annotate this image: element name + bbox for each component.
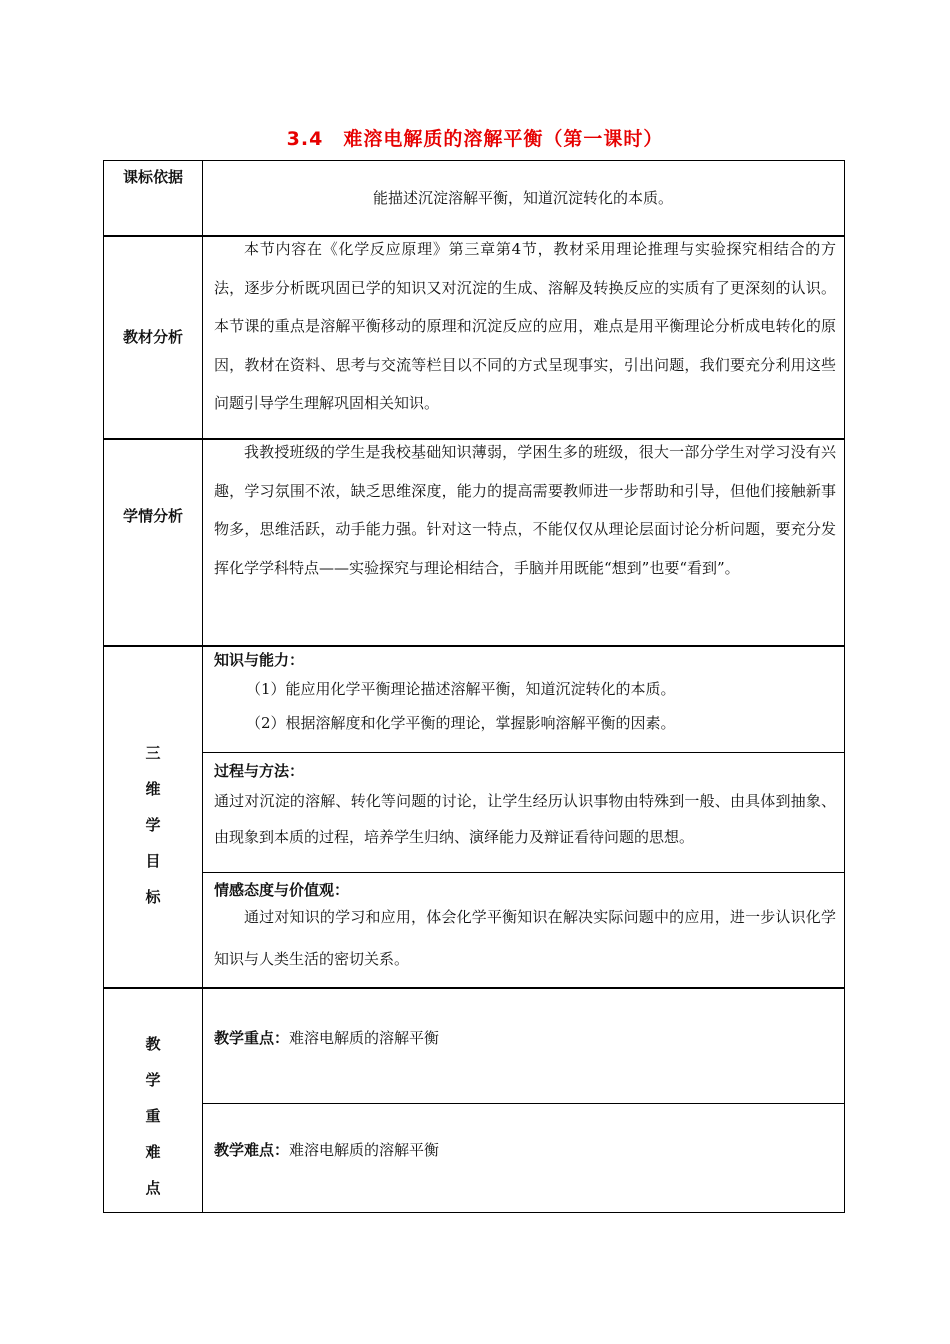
goals-label [104,735,202,915]
keypoints-label-char: 学 [145,1071,161,1089]
process-heading: 过程与方法： [214,762,305,780]
standard-label-cell [104,161,203,236]
focus-text: 难溶电解质的溶解平衡 [289,1029,440,1047]
material-label: 教材分析 [122,328,183,346]
difficulty-label: 教学难点： [214,1141,290,1159]
divider [202,1103,844,1104]
goals-label-cell [104,646,203,988]
knowledge-heading: 知识与能力： [214,651,305,669]
attitude-section [214,878,836,980]
goals-label-char: 学 [145,816,161,834]
attitude-text: 通过对知识的学习和应用，体会化学平衡知识在解决实际问题中的应用，进一步认识化学知识与人类生活的密切关系。 [214,908,836,968]
goals-label-char: 目 [145,852,161,870]
material-text: 本节内容在《化学反应原理》第三章第4节，教材采用理论推理与实验探究相结合的方法，逐步分析既巩固已学的知识又对沉淀的生成、溶解及转换反应的实质有了更深刻的认识。本节课的重点是溶解平衡移动的原理和沉淀反应的应用，难点是用平衡理论分析成电转化的原因，教材在资料、思考与交流等栏目以不同的方式呈现事实，引出问题，我们要充分利用这些问题引导学生理解巩固相关知识。 [214,240,836,412]
standard-label: 课标依据 [122,168,183,186]
attitude-heading: 情感态度与价值观： [214,881,350,899]
material-row [103,235,845,440]
standard-text: 能描述沉淀溶解平衡，知道沉淀转化的本质。 [372,189,673,207]
keypoints-row [103,987,845,1213]
keypoints-label-cell [104,988,203,1212]
focus-line [214,1026,836,1050]
standard-row [103,160,845,237]
process-section [214,759,836,855]
goals-label-char: 维 [145,780,161,798]
students-text: 我教授班级的学生是我校基础知识薄弱，学困生多的班级，很大一部分学生对学习没有兴趣，学习氛围不浓，缺乏思维深度，能力的提高需要教师进一步帮助和引导，但他们接触新事物多，思维活跃，动手能力强。针对这一特点，不能仅仅从理论层面讨论分析问题，要充分发挥化学学科特点——实验探究与理论相结合，手脑并用既能“想到”也要“看到”。 [214,443,836,577]
divider [202,872,844,873]
material-label-cell [104,236,203,439]
knowledge-item: （1）能应用化学平衡理论描述溶解平衡，知道沉淀转化的本质。 [246,680,676,698]
difficulty-line [214,1138,836,1162]
keypoints-label-char: 重 [145,1107,161,1125]
page-title: 3.4 难溶电解质的溶解平衡（第一课时） [286,128,664,150]
goals-label-char: 三 [145,744,161,762]
knowledge-item: （2）根据溶解度和化学平衡的理论，掌握影响溶解平衡的因素。 [246,714,676,732]
focus-label: 教学重点： [214,1029,290,1047]
process-text: 通过对沉淀的溶解、转化等问题的讨论，让学生经历认识事物由特殊到一般、由具体到抽象、由现象到本质的过程，培养学生归纳、演绎能力及辩证看待问题的思想。 [214,792,836,846]
keypoints-label-char: 难 [145,1143,161,1161]
students-row [103,438,845,647]
students-label-cell [104,439,203,646]
divider [202,752,844,753]
difficulty-text: 难溶电解质的溶解平衡 [289,1141,440,1159]
students-label: 学情分析 [122,507,183,525]
keypoints-label-char: 点 [145,1179,161,1197]
keypoints-label [104,1026,202,1206]
goals-label-char: 标 [145,888,161,906]
goals-row [103,645,845,989]
knowledge-section [214,648,836,740]
keypoints-label-char: 教 [145,1035,161,1053]
